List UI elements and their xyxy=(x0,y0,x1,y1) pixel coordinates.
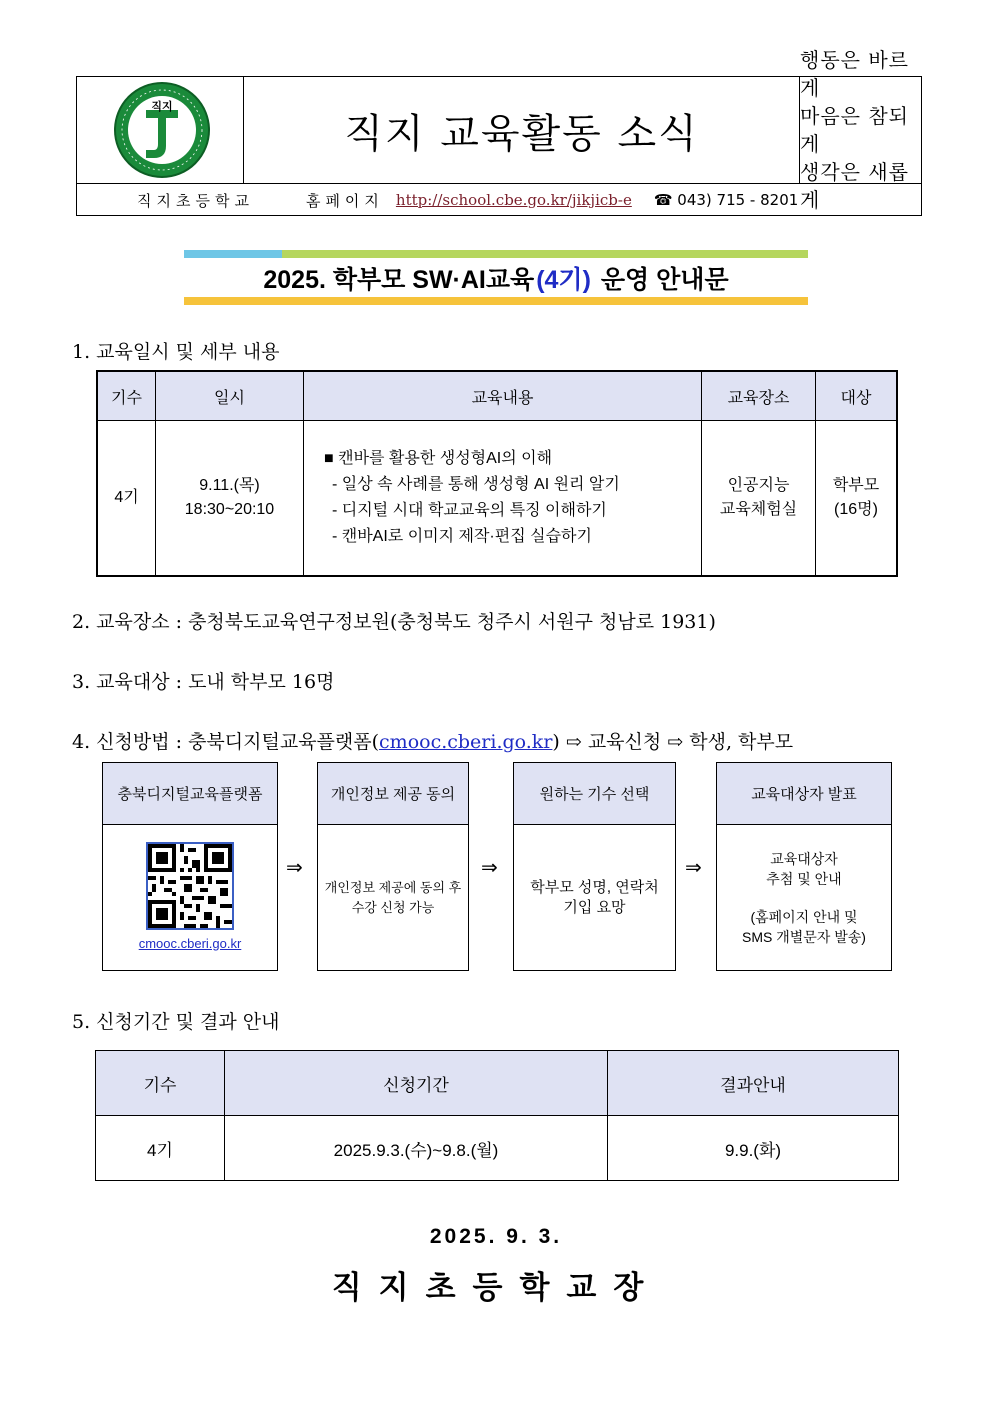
school-name: 직지초등학교 xyxy=(137,191,254,210)
flow-step-title: 충북디지털교육플랫폼 xyxy=(103,763,277,825)
section-4-heading xyxy=(72,727,793,754)
content-item: - 캔바AI로 이미지 제작·편집 실습하기 xyxy=(332,528,592,545)
principal-signature: 직지초등학교장 xyxy=(331,1270,661,1305)
section-2-text: 2. 교육장소 : 충청북도교육연구정보원(충청북도 청주시 서원구 청남로 1931) xyxy=(72,611,716,633)
phone-number: ☎ 043) 715 - 8201 xyxy=(653,191,799,209)
flow-step-body xyxy=(717,825,891,970)
motto-line: 행동은 바르게 xyxy=(800,48,909,100)
flow-step-title: 원하는 기수 선택 xyxy=(514,763,675,825)
time: 18:30~20:10 xyxy=(184,501,275,518)
target-cell xyxy=(816,421,898,577)
flow-step-announce xyxy=(716,762,892,971)
banner-bar-blue xyxy=(184,250,282,258)
flow-arrow: ⇒ xyxy=(685,855,702,879)
flow-step-select xyxy=(513,762,676,971)
flow-step-title: 교육대상자 발표 xyxy=(717,763,891,825)
column-header: 대상 xyxy=(816,371,898,421)
content-title: ■ 캔바를 활용한 생성형AI의 이해 xyxy=(324,450,553,467)
qr-code-icon[interactable] xyxy=(146,842,234,930)
flow-step-line: 개인정보 제공에 동의 후 xyxy=(324,879,462,895)
section-4-pre: 4. 신청방법 : 충북디지털교육플랫폼( xyxy=(72,731,380,753)
column-header: 기수 xyxy=(96,1051,225,1116)
motto-line: 마음은 참되게 xyxy=(800,104,909,156)
platform-link[interactable]: cmooc.cberi.go.kr xyxy=(379,731,553,753)
section-1-heading: 1. 교육일시 및 세부 내용 xyxy=(72,341,280,363)
column-header: 교육장소 xyxy=(702,371,816,421)
target-line: (16명) xyxy=(834,501,878,518)
flow-arrow: ⇒ xyxy=(481,855,498,879)
school-motto xyxy=(800,48,921,212)
flow-step-line: SMS 개별문자 발송) xyxy=(742,928,866,945)
section-3-text: 3. 교육대상 : 도내 학부모 16명 xyxy=(72,671,335,693)
flow-step-line: 추첨 및 안내 xyxy=(766,870,842,887)
motto-line: 생각은 새롭게 xyxy=(800,160,909,212)
period-cell: 2025.9.3.(수)~9.8.(월) xyxy=(225,1116,608,1181)
homepage-link[interactable]: http://school.cbe.go.kr/jikjicb-e xyxy=(395,191,632,209)
table-header-row xyxy=(96,1051,899,1116)
term-cell: 4기 xyxy=(96,1116,225,1181)
newsletter-title: 직지 교육활동 소식 xyxy=(244,77,800,183)
application-table xyxy=(95,1050,899,1181)
place-line: 교육체험실 xyxy=(719,501,798,518)
notice-title-post: 운영 안내문 xyxy=(600,265,729,294)
issue-date: 2025. 9. 3. xyxy=(429,1225,563,1248)
content-item: - 디지털 시대 학교교육의 특징 이해하기 xyxy=(332,502,607,519)
section-5-heading: 5. 신청기간 및 결과 안내 xyxy=(72,1011,280,1033)
column-header: 기수 xyxy=(97,371,156,421)
flow-step-platform xyxy=(102,762,278,971)
flow-step-title: 개인정보 제공 동의 xyxy=(318,763,468,825)
notice-title-term: (4기) xyxy=(536,265,591,294)
notice-title-pre: 2025. 학부모 SW·AI교육 xyxy=(263,265,535,294)
column-header: 일시 xyxy=(156,371,304,421)
flow-step-body xyxy=(514,825,675,970)
banner-bar-green xyxy=(282,250,808,258)
logo-text: 직지 xyxy=(151,100,173,113)
flow-step-body xyxy=(103,825,277,970)
flow-arrow: ⇒ xyxy=(286,855,303,879)
table-row xyxy=(96,1116,899,1181)
target-line: 학부모 xyxy=(832,477,880,494)
school-info-row xyxy=(77,183,921,216)
place-cell xyxy=(702,421,816,577)
flow-step-consent xyxy=(317,762,469,971)
school-logo xyxy=(112,80,212,180)
content-cell xyxy=(304,421,702,577)
table-header-row xyxy=(97,371,897,421)
school-logo-cell xyxy=(77,77,244,183)
flow-step-line: 학부모 성명, 연락처 xyxy=(530,878,659,896)
table-row xyxy=(97,421,897,577)
term-cell: 4기 xyxy=(97,421,156,577)
flow-step-line: 수강 신청 가능 xyxy=(351,899,435,915)
flow-step-body xyxy=(318,825,468,970)
column-header: 교육내용 xyxy=(304,371,702,421)
flow-step-line: 기입 요망 xyxy=(563,898,626,916)
datetime-cell xyxy=(156,421,304,577)
column-header: 신청기간 xyxy=(225,1051,608,1116)
result-cell: 9.9.(화) xyxy=(608,1116,899,1181)
section-4-post: ) ⇨ 교육신청 ⇨ 학생, 학부모 xyxy=(552,731,794,753)
notice-title xyxy=(184,258,808,297)
schedule-table xyxy=(96,370,898,577)
homepage-label: 홈페이지 xyxy=(305,191,384,210)
content-item: - 일상 속 사례를 통해 생성형 AI 원리 알기 xyxy=(332,476,620,493)
banner-bar-yellow xyxy=(184,297,808,305)
newsletter-header xyxy=(76,48,922,216)
flow-step-line: (홈페이지 안내 및 xyxy=(750,908,858,925)
flow-step-line: 교육대상자 xyxy=(770,850,838,867)
qr-link[interactable]: cmooc.cberi.go.kr xyxy=(138,935,242,951)
date: 9.11.(목) xyxy=(199,477,260,494)
place-line: 인공지능 xyxy=(727,477,790,494)
column-header: 결과안내 xyxy=(608,1051,899,1116)
